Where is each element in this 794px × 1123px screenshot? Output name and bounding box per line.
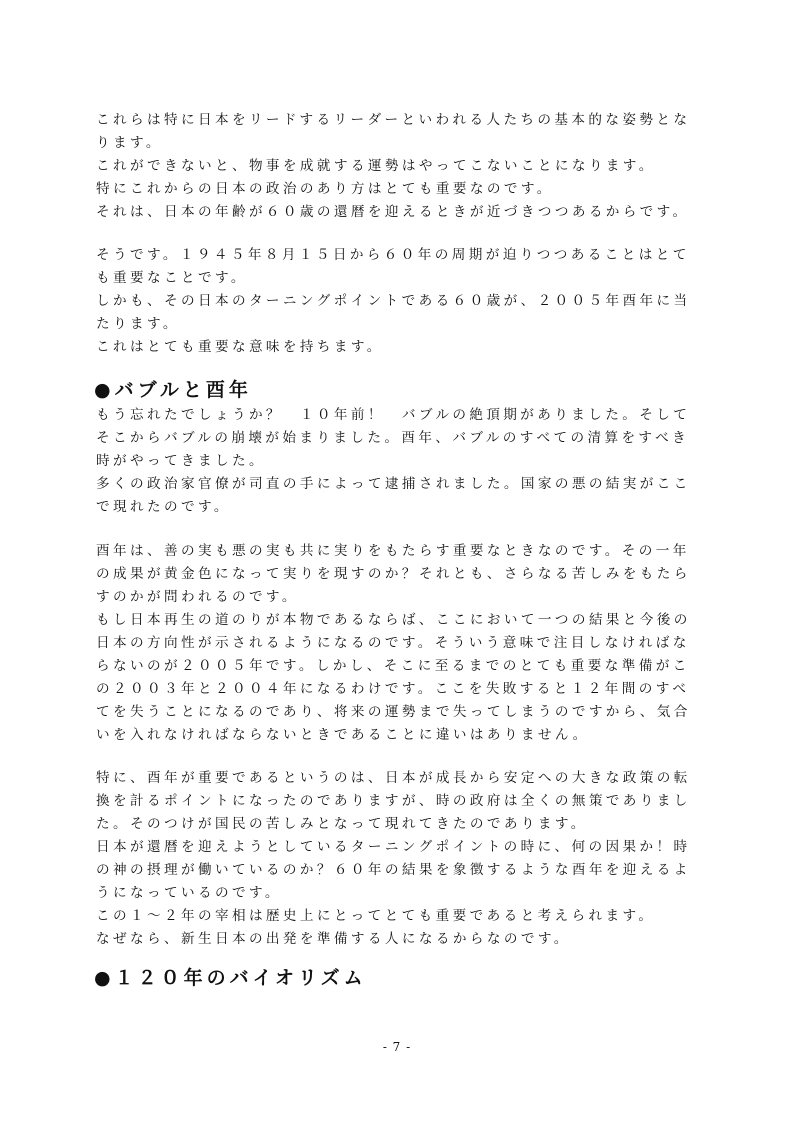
paragraph-line: もし日本再生の道のりが本物であるならば、ここにおいて一つの結果と今後の <box>96 612 691 628</box>
paragraph-line: の成果が黄金色になって実りを現すのか？それとも、さらなる苦しみをもたら <box>96 566 691 582</box>
paragraph-line: 時がやってきました。 <box>96 453 266 469</box>
page-number: - 7 - <box>382 1040 412 1054</box>
paragraph-line: で現れたのです。 <box>96 499 231 515</box>
paragraph-line: 日本が還暦を迎えようとしているターニングポイントの時に、何の因果か！時 <box>96 839 691 855</box>
paragraph-line: 換を計るポイントになったのでありますが、時の政府は全くの無策でありまし <box>96 793 691 809</box>
paragraph-line: なぜなら、新生日本の出発を準備する人になるからなのです。 <box>96 931 571 947</box>
section-heading: ●バブルと酉年 <box>94 379 252 401</box>
paragraph-line: そうです。１９４５年８月１５日から６０年の周期が迫りつつあることはとて <box>96 247 690 263</box>
paragraph-line: うになっているのです。 <box>96 885 282 901</box>
paragraph-line: いを入れなければならないときであることに違いはありません。 <box>96 727 590 743</box>
paragraph-line: しかも、その日本のターニングポイントである６０歳が、２００５年酉年に当 <box>96 293 691 309</box>
paragraph-line: この１～２年の宰相は歴史上にとってとても重要であると考えられます。 <box>96 908 656 924</box>
paragraph-line: てを失うことになるのであり、将来の運勢まで失ってしまうのですから、気合 <box>96 704 691 720</box>
paragraph-line: これらは特に日本をリードするリーダーといわれる人たちの基本的な姿勢とな <box>96 112 691 128</box>
paragraph-line: それは、日本の年齢が６０歳の還暦を迎えるときが近づきつつあるからです。 <box>96 204 690 220</box>
paragraph-line: これはとても重要な意味を持ちます。 <box>96 339 384 355</box>
paragraph-line: 多くの政治家官僚が司直の手によって逮捕されました。国家の悪の結実がここ <box>96 476 691 492</box>
paragraph-line: これができないと、物事を成就する運勢はやってこないことになります。 <box>96 158 656 174</box>
paragraph-line: そこからバブルの崩壊が始まりました。酉年、バブルのすべての清算をすべき <box>96 430 690 446</box>
paragraph-line: ります。 <box>96 135 163 151</box>
paragraph-line: 特にこれからの日本の政治のあり方はとても重要なのです。 <box>96 181 554 197</box>
paragraph-line: 日本の方向性が示されるようになるのです。そういう意味で注目しなければな <box>96 635 690 651</box>
paragraph-line: らないのが２００５年です。しかし、そこに至るまでのとても重要な準備がこ <box>96 658 690 674</box>
paragraph-line: すのかが問われるのです。 <box>96 589 299 605</box>
paragraph-line: も重要なことです。 <box>96 270 248 286</box>
paragraph-line: もう忘れたでしょうか？ １０年前！ バブルの絶頂期がありました。そして <box>96 407 691 423</box>
paragraph-line: た。そのつけが国民の苦しみとなって現れてきたのであります。 <box>96 816 588 832</box>
paragraph-line: 特に、酉年が重要であるというのは、日本が成長から安定への大きな政策の転 <box>96 770 691 786</box>
paragraph-line: の神の摂理が働いているのか？６０年の結果を象徴するような酉年を迎えるよ <box>96 862 691 878</box>
paragraph-line: たります。 <box>96 316 180 332</box>
paragraph-line: 酉年は、善の実も悪の実も共に実りをもたらす重要なときなのです。その一年 <box>96 543 690 559</box>
paragraph-line: の２００３年と２００４年になるわけです。ここを失敗すると１２年間のすべ <box>96 681 690 697</box>
section-heading: ●１２０年のバイオリズム <box>94 967 367 989</box>
